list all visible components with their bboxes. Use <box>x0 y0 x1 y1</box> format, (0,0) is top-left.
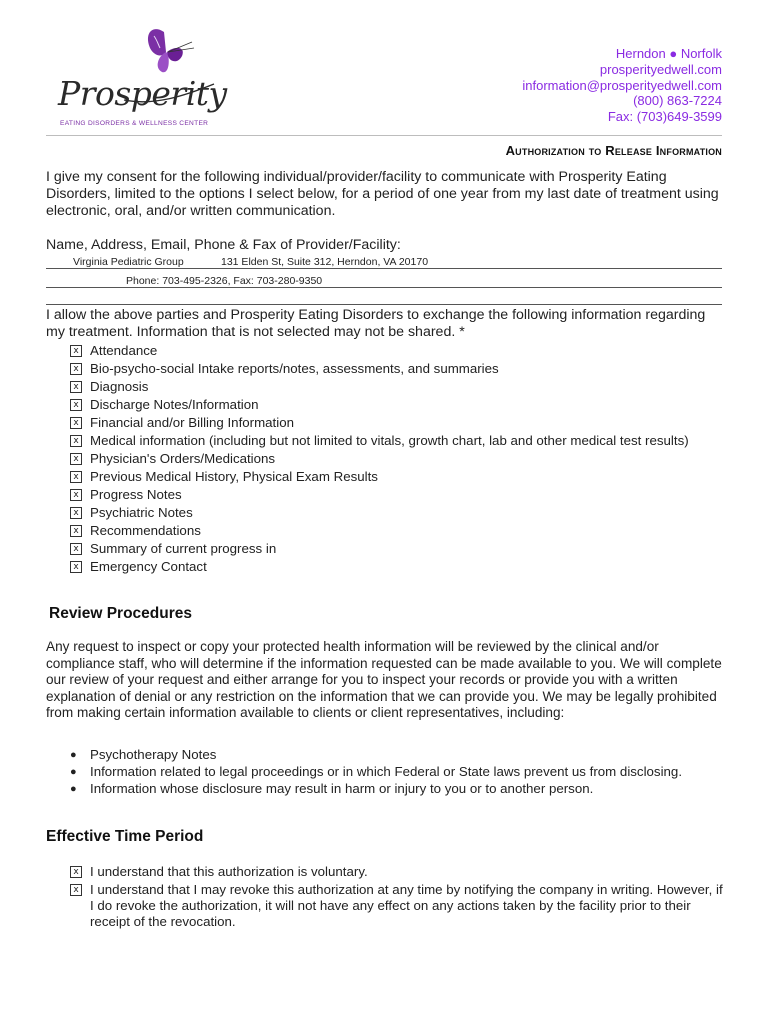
checked-checkbox[interactable]: x <box>70 561 82 573</box>
checked-checkbox[interactable]: x <box>70 866 82 878</box>
locations: Herndon ● Norfolk <box>615 46 722 61</box>
provider-name: Virginia Pediatric Group <box>73 256 184 268</box>
checklist-item-label: Discharge Notes/Information <box>90 397 259 412</box>
bullet-dot-icon: ● <box>70 749 77 761</box>
checked-checkbox[interactable]: x <box>70 507 82 519</box>
consent-paragraph: I give my consent for the following individual/provider/facility to communicate with Prosperity Eating Disorders, limited to the options I select below, for a period of one year from my last date of treatment using electronic, oral, and/or written communication. <box>46 169 719 219</box>
checklist-item-label: Attendance <box>90 343 158 358</box>
prosperity-logo <box>54 22 227 127</box>
checklist-item-label: Financial and/or Billing Information <box>90 415 294 430</box>
checklist-item <box>70 559 730 575</box>
provider-line-3 <box>46 304 722 305</box>
bullet-item-label: Information related to legal proceedings or in which Federal or State laws prevent us from disclosing. <box>90 764 683 779</box>
provider-label: Name, Address, Email, Phone & Fax of Provider/Facility: <box>46 237 401 253</box>
checked-checkbox[interactable]: x <box>70 363 82 375</box>
fax-number: Fax: (703)649-3599 <box>607 109 722 125</box>
email-link[interactable]: information@prosperityedwell.com <box>522 77 722 93</box>
checklist-item-label: Emergency Contact <box>90 559 207 574</box>
checklist-item <box>70 379 730 395</box>
bullet-item-label: Information whose disclosure may result in harm or injury to you or to another person. <box>90 781 594 796</box>
contact-block <box>522 46 722 125</box>
bullet-dot-icon: ● <box>70 783 77 795</box>
checklist-item-label: Bio-psycho-social Intake reports/notes, assessments, and summaries <box>90 361 499 376</box>
checked-checkbox[interactable]: x <box>70 435 82 447</box>
checked-checkbox[interactable]: x <box>70 525 82 537</box>
checked-checkbox[interactable]: x <box>70 417 82 429</box>
checklist-item <box>70 523 730 539</box>
checklist-item-label: Diagnosis <box>90 379 149 394</box>
checklist-item-label: Recommendations <box>90 523 201 538</box>
effective-checklist <box>70 864 730 932</box>
checklist-item <box>70 864 730 880</box>
checked-checkbox[interactable]: x <box>70 489 82 501</box>
checklist-item <box>70 469 730 485</box>
checklist-item <box>70 451 730 467</box>
checked-checkbox[interactable]: x <box>70 399 82 411</box>
bullet-item-label: Psychotherapy Notes <box>90 747 217 762</box>
effective-heading: Effective Time Period <box>46 828 204 845</box>
checklist-item-label: I understand that this authorization is voluntary. <box>90 864 368 879</box>
checklist-item-label: I understand that I may revoke this authorization at any time by notifying the company in writing. However, if I do revoke the authorization, it will not have any effect on any actions taken by the facility prior to their receipt of the revocation. <box>90 882 723 929</box>
checked-checkbox[interactable]: x <box>70 543 82 555</box>
provider-address: 131 Elden St, Suite 312, Herndon, VA 20170 <box>221 256 429 268</box>
checklist-item <box>70 541 730 557</box>
info-checklist <box>70 343 730 577</box>
review-bullet-list <box>70 747 730 798</box>
checked-checkbox[interactable]: x <box>70 381 82 393</box>
checklist-item <box>70 415 730 431</box>
phone-number: (800) 863-7224 <box>633 93 722 109</box>
header-divider <box>46 135 722 136</box>
allow-paragraph: I allow the above parties and Prosperity Eating Disorders to exchange the following information regarding my treatment. Information that is not selected may not be shared. * <box>46 307 706 340</box>
page-title: Authorization to Release Information <box>505 143 722 158</box>
provider-line-1 <box>46 268 722 269</box>
checklist-item <box>70 343 730 359</box>
checklist-item <box>70 361 730 377</box>
checklist-item <box>70 487 730 503</box>
checklist-item <box>70 433 730 449</box>
checklist-item-label: Physician's Orders/Medications <box>90 451 276 466</box>
checked-checkbox[interactable]: x <box>70 884 82 896</box>
bullet-item <box>70 764 730 780</box>
bullet-item <box>70 781 730 797</box>
checked-checkbox[interactable]: x <box>70 453 82 465</box>
website-link[interactable]: prosperityedwell.com <box>599 61 722 77</box>
checklist-item-label: Progress Notes <box>90 487 182 502</box>
provider-line-2 <box>46 287 722 288</box>
bullet-dot-icon: ● <box>70 766 77 778</box>
checklist-item-label: Summary of current progress in <box>90 541 277 556</box>
checklist-item <box>70 397 730 413</box>
logo-wordmark: Prosperity <box>58 74 227 113</box>
review-paragraph: Any request to inspect or copy your protected health information will be reviewed by the clinical and/or compliance staff, who will determine if the information requested can be made available to you. We will complete our review of your request and either arrange for you to inspect your records or provide you with a written explanation of denial or any restriction on the information that we can provide you. We may be legally prohibited from making certain information available to clients or client representatives, including: <box>46 639 722 721</box>
checked-checkbox[interactable]: x <box>70 471 82 483</box>
review-heading: Review Procedures <box>49 605 193 622</box>
bullet-item <box>70 747 730 763</box>
logo-subtitle: EATING DISORDERS & WELLNESS CENTER <box>60 120 209 127</box>
checklist-item-label: Previous Medical History, Physical Exam Results <box>90 469 378 484</box>
checked-checkbox[interactable]: x <box>70 345 82 357</box>
checklist-item-label: Psychiatric Notes <box>90 505 193 520</box>
provider-phone-fax: Phone: 703-495-2326, Fax: 703-280-9350 <box>126 275 323 287</box>
checklist-item-label: Medical information (including but not limited to vitals, growth chart, lab and other medical test results) <box>90 433 689 448</box>
checklist-item <box>70 882 730 930</box>
checklist-item <box>70 505 730 521</box>
